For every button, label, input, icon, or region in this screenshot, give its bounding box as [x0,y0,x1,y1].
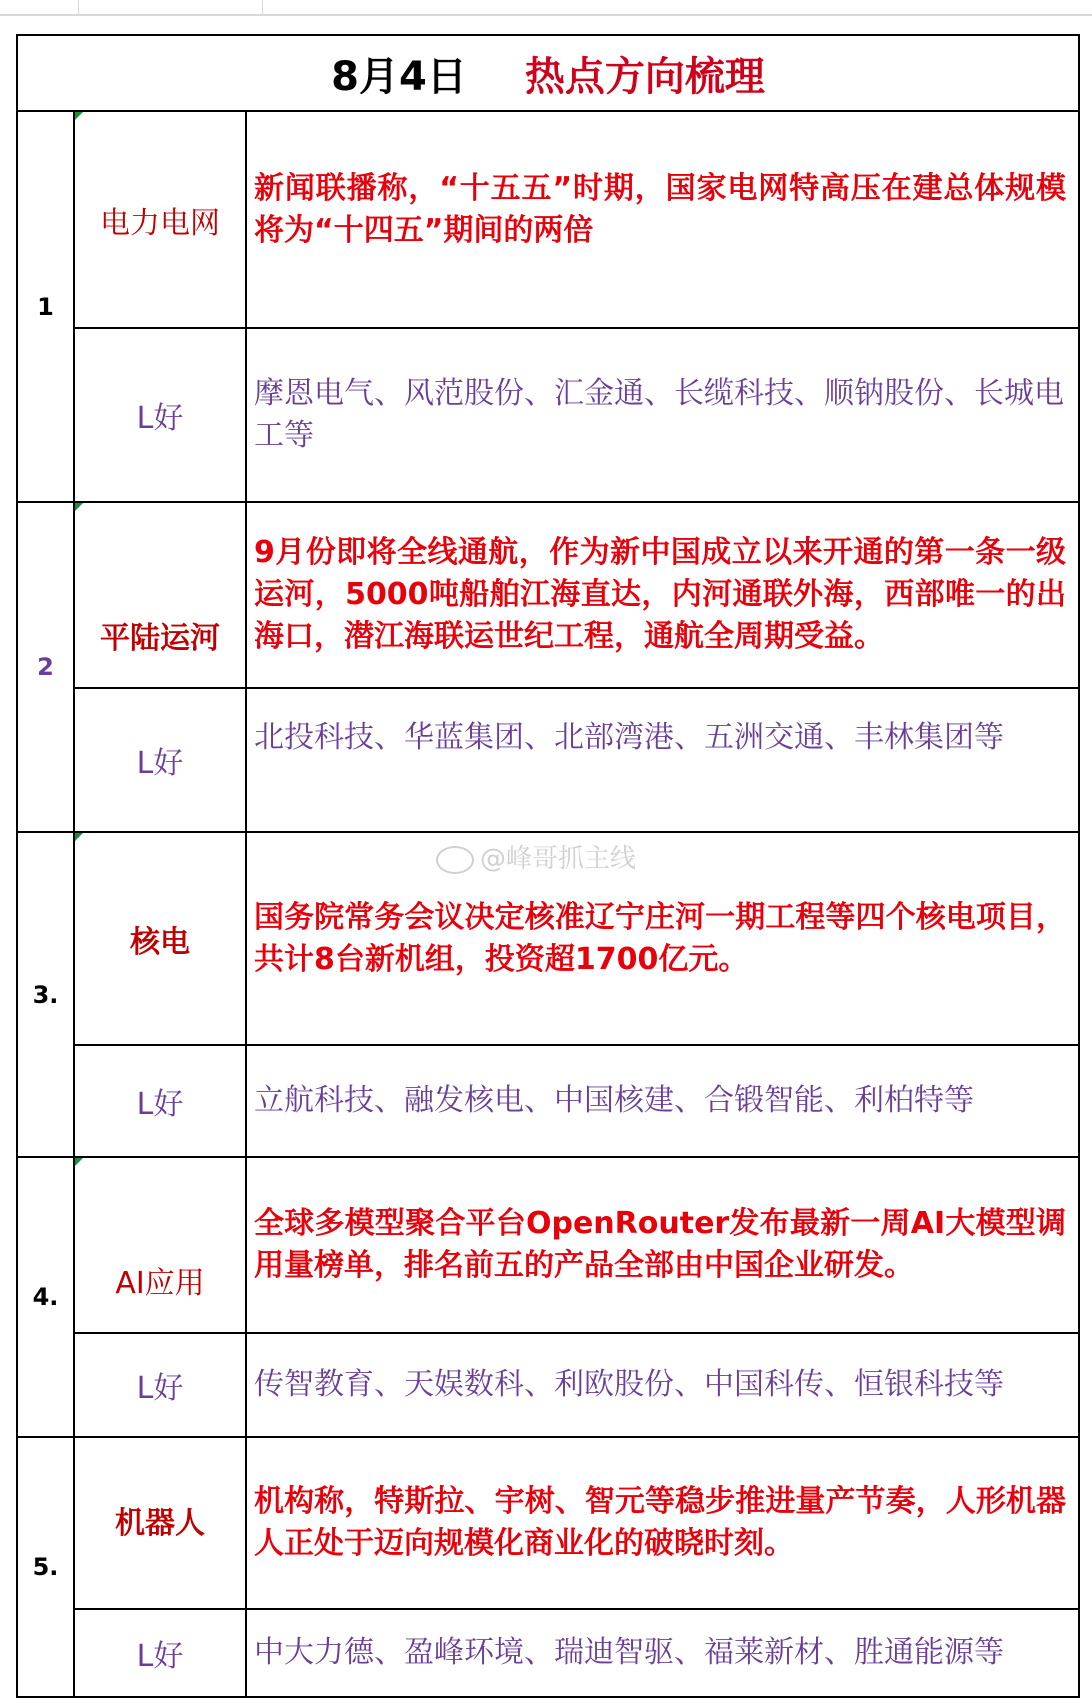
stocks-cell: 立航科技、融发核电、中国核建、合锻智能、利柏特等 [246,1045,1079,1157]
description-cell: 机构称，特斯拉、宇树、智元等稳步推进量产节奏，人形机器人正处于迈向规模化商业化的破晓时刻。 [246,1437,1079,1609]
stocks-cell: 北投科技、华蓝集团、北部湾港、五洲交通、丰林集团等 [246,688,1079,832]
row-number: 5. [17,1437,74,1697]
comment-marker [75,503,83,511]
stocks-cell: 摩恩电气、风范股份、汇金通、长缆科技、顺钠股份、长城电工等 [246,328,1079,502]
description-cell: 全球多模型聚合平台OpenRouter发布最新一周AI大模型调用量榜单，排名前五的产品全部由中国企业研发。 [246,1157,1079,1333]
category-cell [74,1437,246,1609]
sheet-gridline [78,0,79,16]
comment-marker [75,1158,83,1166]
category-cell [74,832,246,1045]
category-label: AI应用 [115,1266,205,1301]
good-label: L好 [74,1045,246,1157]
row-number: 1 [17,111,74,502]
row-number: 2 [17,502,74,832]
table-title [17,35,1079,111]
comment-marker [75,112,83,120]
watermark [436,838,636,875]
row-number: 4. [17,1157,74,1437]
title-text: 热点方向梳理 [524,53,765,100]
sheet-gridline [0,14,1092,16]
stocks-cell: 传智教育、天娱数科、利欧股份、中国科传、恒银科技等 [246,1333,1079,1437]
category-label: 电力电网 [100,205,220,241]
watermark-text: @峰哥抓主线 [480,844,637,874]
weibo-icon [436,846,474,874]
description-cell: 9月份即将全线通航，作为新中国成立以来开通的第一条一级运河，5000吨船舶江海直达，内河通联外海，西部唯一的出海口，潜江海联运世纪工程，通航全周期受益。 [246,502,1079,688]
category-cell [74,1157,246,1333]
description-cell: 新闻联播称，“十五五”时期，国家电网特高压在建总体规模将为“十四五”期间的两倍 [246,111,1079,328]
category-label: 平陆运河 [100,621,220,656]
category-label: 核电 [130,924,190,960]
description-cell: 国务院常务会议决定核准辽宁庄河一期工程等四个核电项目，共计8台新机组，投资超1700亿元。 [246,832,1079,1045]
comment-marker [75,833,83,841]
good-label: L好 [74,688,246,832]
stocks-cell: 中大力德、盈峰环境、瑞迪智驱、福莱新材、胜通能源等 [246,1609,1079,1697]
good-label: L好 [74,1333,246,1437]
row-number: 3. [17,832,74,1157]
title-date: 8月4日 [331,53,467,100]
sheet-gridline [262,0,263,16]
category-label: 机器人 [115,1506,205,1541]
category-cell [74,502,246,688]
category-cell [74,111,246,328]
good-label: L好 [74,328,246,502]
good-label: L好 [74,1609,246,1697]
